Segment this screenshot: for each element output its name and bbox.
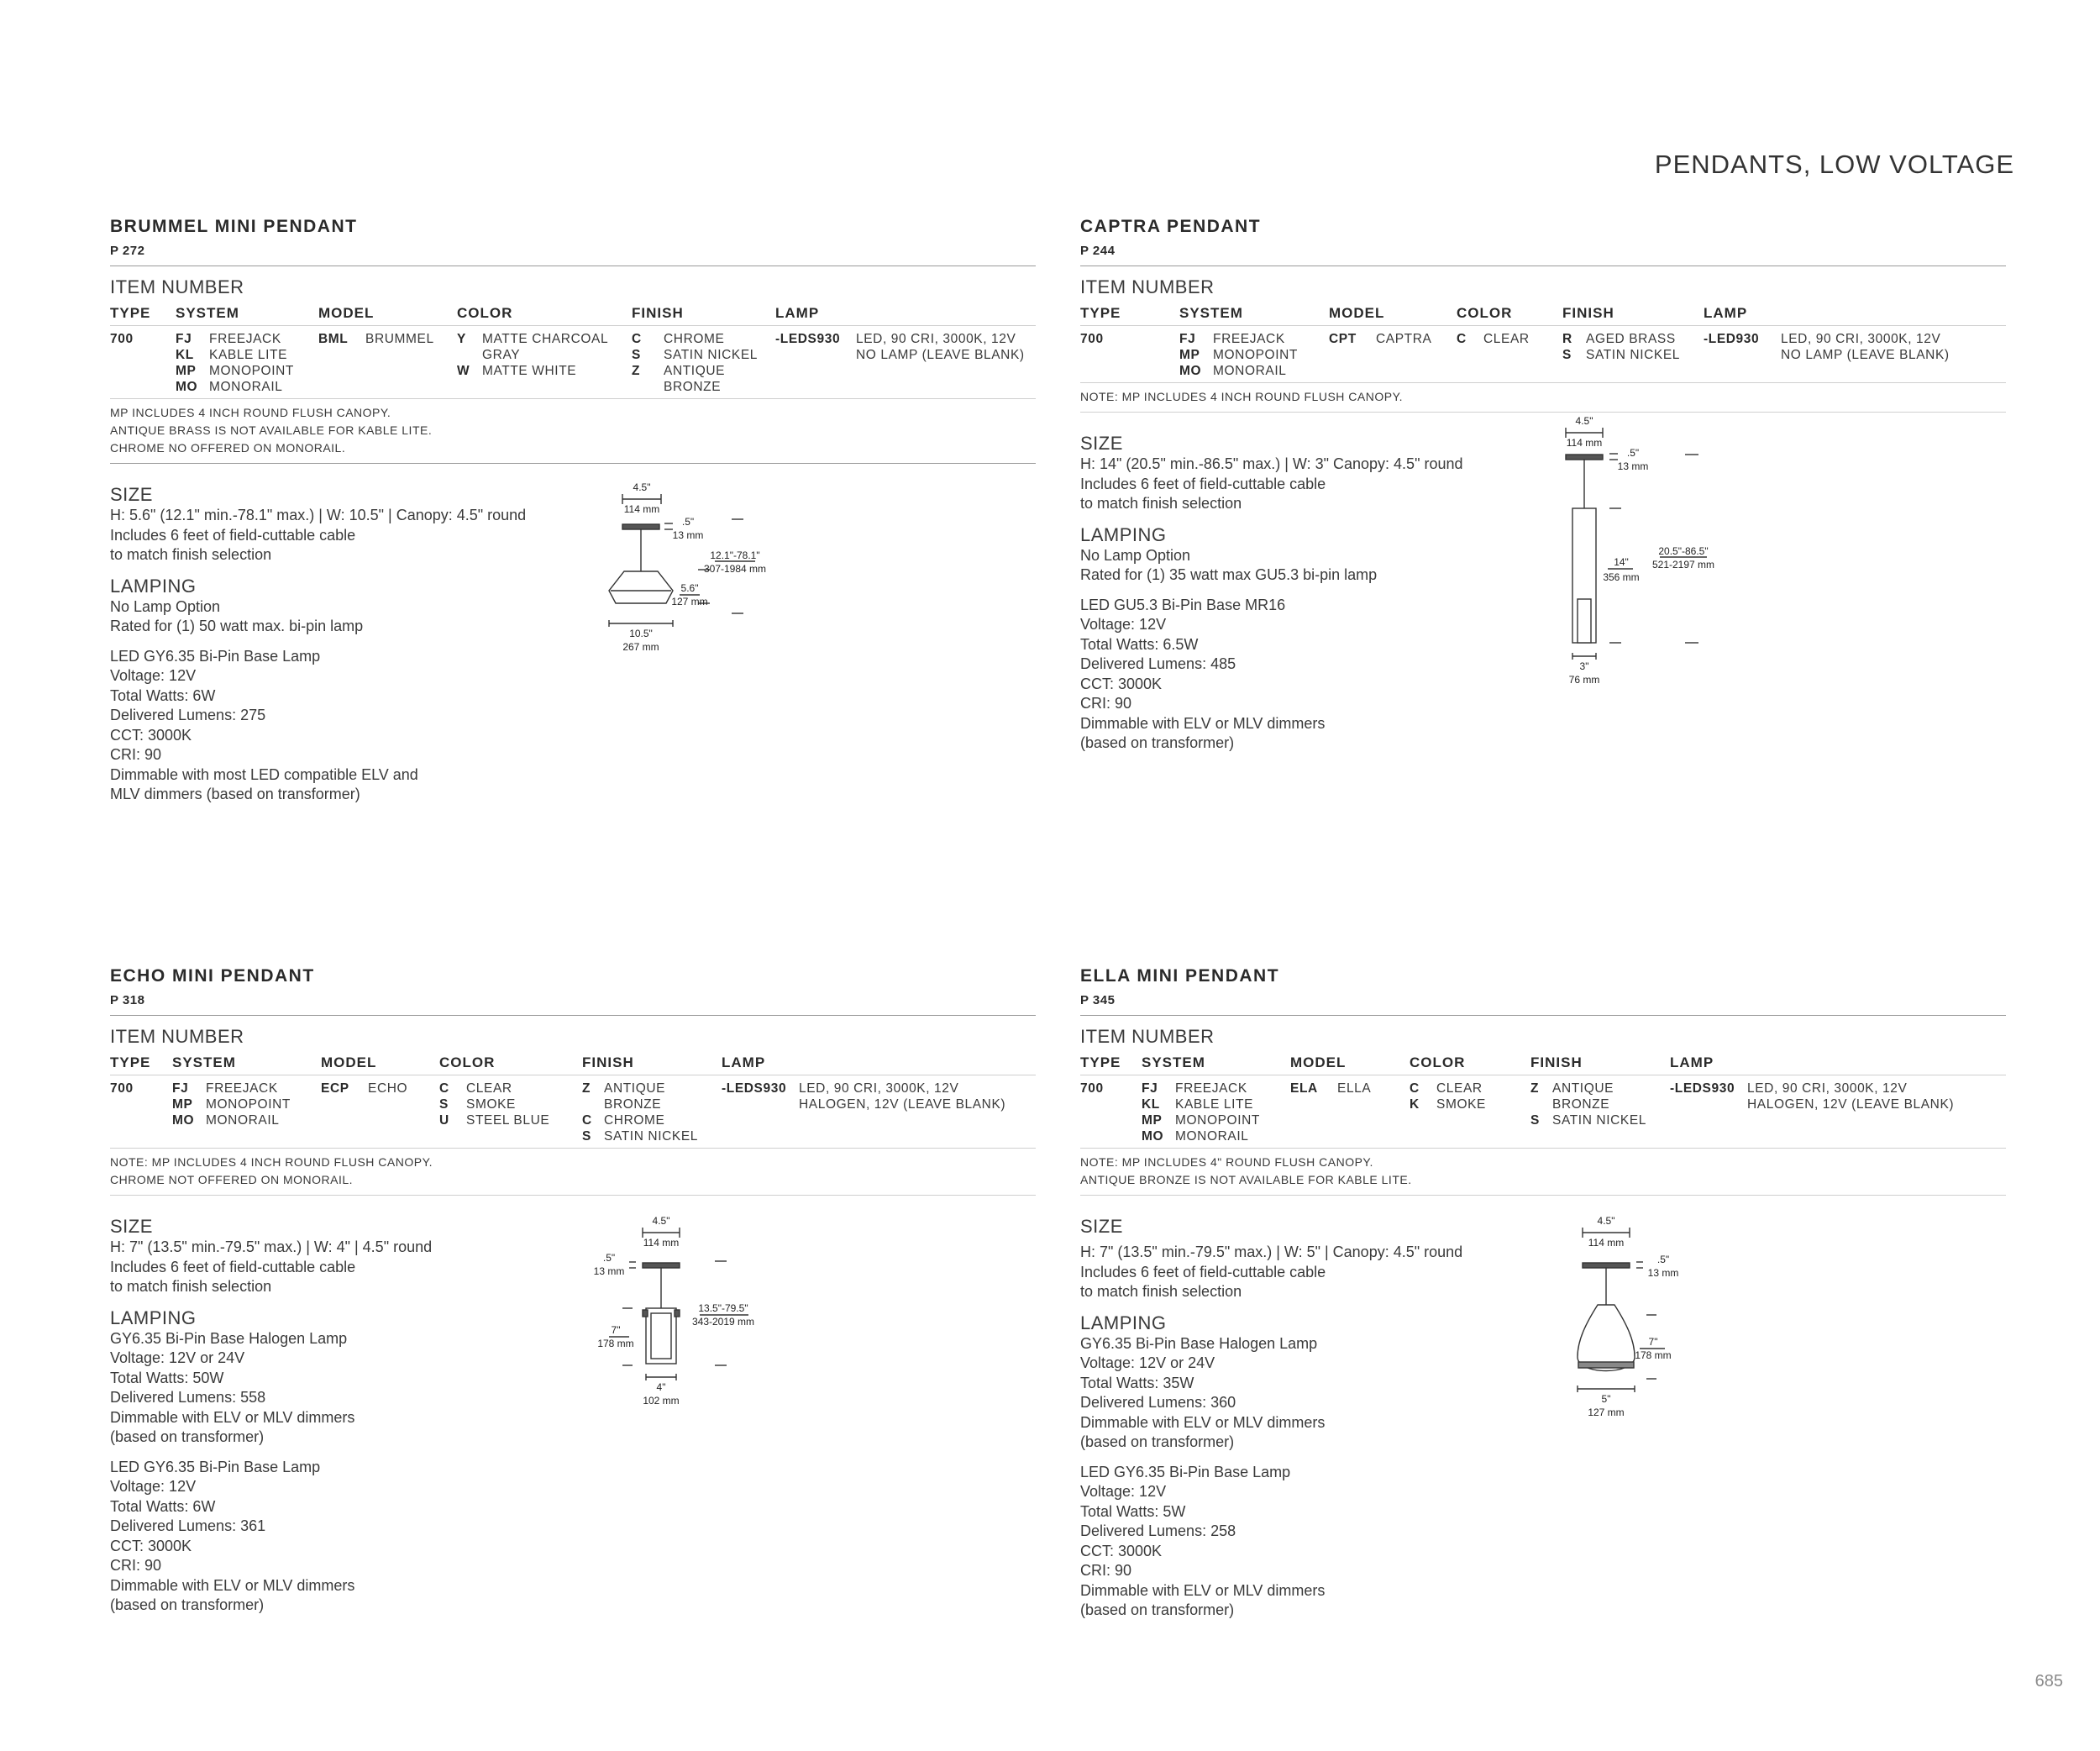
system-option: MO MONORAIL xyxy=(1142,1129,1249,1144)
lamping-line: Dimmable with ELV or MLV dimmers xyxy=(1080,1413,1326,1431)
lamping-line: Total Watts: 6W xyxy=(110,1497,216,1515)
lamping-line: Dimmable with most LED compatible ELV and xyxy=(110,765,418,783)
product-header xyxy=(1080,966,2006,1016)
size-title: SIZE xyxy=(110,1216,153,1237)
system-option: KL KABLE LITE xyxy=(1142,1097,1254,1112)
dim-canopy-h-in: .5" xyxy=(1626,447,1640,459)
col-type: TYPE xyxy=(1080,305,1179,326)
item-number-table xyxy=(110,305,1036,399)
lamping-line: Voltage: 12V xyxy=(110,1478,197,1495)
system-option: MP MONOPOINT xyxy=(176,364,294,378)
model-option: BML BRUMMEL xyxy=(318,332,434,346)
product-details xyxy=(110,481,1036,805)
dim-height-in: 14" xyxy=(1614,556,1629,568)
item-number-label: ITEM NUMBER xyxy=(1080,276,1215,297)
col-color: COLOR xyxy=(1457,305,1562,326)
color-option: Y MATTE CHARCOAL GRAY xyxy=(457,332,608,362)
col-color: COLOR xyxy=(439,1054,582,1075)
lamping-line: Delivered Lumens: 275 xyxy=(110,707,266,723)
lamping-line: No Lamp Option xyxy=(1080,546,1191,564)
notes xyxy=(110,1149,1036,1196)
lamping-line: Voltage: 12V or 24V xyxy=(110,1349,245,1366)
item-number-label: ITEM NUMBER xyxy=(110,1026,244,1047)
col-lamp: LAMP xyxy=(1704,305,2006,326)
system-option: MP MONOPOINT xyxy=(1179,348,1298,362)
dim-height-mm: 356 mm xyxy=(1603,571,1640,583)
product-page-ref: P 318 xyxy=(110,993,145,1007)
size-line: H: 7" (13.5" min.-79.5" max.) | W: 4" | 4.5" round xyxy=(110,1238,433,1255)
dim-width-in: 4" xyxy=(656,1381,666,1393)
note-line: MP INCLUDES 4 INCH ROUND FLUSH CANOPY. xyxy=(110,406,391,419)
lamping-line: GY6.35 Bi-Pin Base Halogen Lamp xyxy=(1080,1334,1318,1352)
lamping-line: Total Watts: 6.5W xyxy=(1080,635,1199,653)
lamping-line: Total Watts: 5W xyxy=(1080,1502,1186,1520)
dim-canopy-h-mm: 13 mm xyxy=(1617,460,1649,472)
dim-width-mm: 76 mm xyxy=(1568,674,1600,686)
product-page-ref: P 345 xyxy=(1080,993,1116,1007)
note-line: ANTIQUE BRASS IS NOT AVAILABLE FOR KABLE LITE. xyxy=(110,423,433,437)
finish-option: S SATIN NICKEL xyxy=(1562,348,1680,362)
col-model: MODEL xyxy=(321,1054,439,1075)
col-system: SYSTEM xyxy=(1179,305,1329,326)
finish-option: Z ANTIQUE BRONZE xyxy=(1530,1081,1614,1112)
dim-canopy-mm: 114 mm xyxy=(1588,1237,1625,1249)
type-code: 700 xyxy=(1080,1081,1104,1096)
col-model: MODEL xyxy=(1329,305,1457,326)
color-option: U STEEL BLUE xyxy=(439,1113,550,1128)
lamping-line: Total Watts: 6W xyxy=(110,686,216,704)
lamping-line: Voltage: 12V xyxy=(1080,1483,1167,1500)
lamping-line: GY6.35 Bi-Pin Base Halogen Lamp xyxy=(110,1329,348,1347)
page-number: 685 xyxy=(2034,1672,2063,1691)
type-code: 700 xyxy=(1080,332,1104,346)
item-number-label: ITEM NUMBER xyxy=(110,276,244,297)
size-line: Includes 6 feet of field-cuttable cable xyxy=(110,1258,356,1275)
lamping-line: CRI: 90 xyxy=(110,746,162,763)
product-name: ELLA MINI PENDANT xyxy=(1080,966,1280,986)
dim-canopy-mm: 114 mm xyxy=(1566,437,1603,449)
item-number-table xyxy=(1080,305,2006,383)
col-system: SYSTEM xyxy=(172,1054,321,1075)
table-row xyxy=(1080,1075,2006,1149)
note-line: CHROME NO OFFERED ON MONORAIL. xyxy=(110,441,346,455)
system-option: MO MONORAIL xyxy=(1179,364,1287,378)
dim-height-in: 7" xyxy=(1648,1336,1658,1348)
lamping-line: Voltage: 12V or 24V xyxy=(1080,1354,1215,1371)
dim-height-mm: 178 mm xyxy=(597,1338,634,1349)
note-line: ANTIQUE BRONZE IS NOT AVAILABLE FOR KABLE LITE. xyxy=(1080,1173,1412,1186)
dim-overall-in: 20.5"-86.5" xyxy=(1658,545,1709,557)
col-model: MODEL xyxy=(318,305,457,326)
size-title: SIZE xyxy=(110,484,153,505)
finish-option: C CHROME xyxy=(582,1113,665,1128)
lamping-line: MLV dimmers (based on transformer) xyxy=(110,786,360,802)
col-finish: FINISH xyxy=(632,305,775,326)
dim-canopy-in: 4.5" xyxy=(633,481,651,493)
product-brummel xyxy=(110,217,1036,805)
dim-canopy-h-in: .5" xyxy=(1656,1254,1670,1265)
product-ella xyxy=(1080,966,2006,1621)
note-line: NOTE: MP INCLUDES 4 INCH ROUND FLUSH CANOPY. xyxy=(1080,390,1403,403)
col-lamp: LAMP xyxy=(1670,1054,2006,1075)
dim-canopy-h-in: .5" xyxy=(602,1252,616,1264)
size-line: H: 14" (20.5" min.-86.5" max.) | W: 3" Canopy: 4.5" round xyxy=(1080,455,1463,472)
lamp-option: NO LAMP (LEAVE BLANK) xyxy=(1781,348,1950,362)
dim-height-mm: 178 mm xyxy=(1635,1349,1672,1361)
lamping-line: LED GU5.3 Bi-Pin Base MR16 xyxy=(1080,596,1286,613)
notes xyxy=(1080,383,2006,413)
lamping-title: LAMPING xyxy=(110,1307,197,1328)
lamping-line: LED GY6.35 Bi-Pin Base Lamp xyxy=(1080,1463,1291,1480)
lamping-line: Voltage: 12V xyxy=(1080,616,1167,633)
product-name: ECHO MINI PENDANT xyxy=(110,966,315,986)
col-finish: FINISH xyxy=(1530,1054,1670,1075)
lamp-option: -LED930 LED, 90 CRI, 3000K, 12V xyxy=(1704,332,1941,346)
size-title: SIZE xyxy=(1080,433,1123,454)
lamping-line: Dimmable with ELV or MLV dimmers xyxy=(110,1576,355,1594)
lamping-line: Rated for (1) 50 watt max. bi-pin lamp xyxy=(110,618,364,634)
size-line: Includes 6 feet of field-cuttable cable xyxy=(110,526,356,544)
size-line: Includes 6 feet of field-cuttable cable xyxy=(1080,1263,1326,1280)
dim-canopy-h-mm: 13 mm xyxy=(672,529,704,541)
spec-column xyxy=(1080,433,1551,754)
system-option: MP MONOPOINT xyxy=(1142,1113,1260,1128)
system-option: MO MONORAIL xyxy=(176,380,283,394)
dim-canopy-mm: 114 mm xyxy=(643,1237,680,1249)
lamping-line: (based on transformer) xyxy=(110,1428,265,1445)
color-option: C CLEAR xyxy=(1410,1081,1483,1096)
lamping-line: LED GY6.35 Bi-Pin Base Lamp xyxy=(110,647,321,665)
lamping-line: LED GY6.35 Bi-Pin Base Lamp xyxy=(110,1458,321,1475)
finish-option: S SATIN NICKEL xyxy=(582,1129,698,1144)
finish-option: S SATIN NICKEL xyxy=(632,348,758,362)
dim-canopy-in: 4.5" xyxy=(652,1215,670,1227)
item-number-table xyxy=(1080,1054,2006,1149)
dim-height-in: 7" xyxy=(611,1324,621,1336)
col-type: TYPE xyxy=(1080,1054,1142,1075)
table-row xyxy=(110,1075,1036,1149)
col-system: SYSTEM xyxy=(1142,1054,1290,1075)
lamping-line: (based on transformer) xyxy=(1080,1433,1235,1450)
system-option: FJ FREEJACK xyxy=(1142,1081,1247,1096)
dim-overall-in: 13.5"-79.5" xyxy=(698,1302,748,1314)
note-line: NOTE: MP INCLUDES 4" ROUND FLUSH CANOPY. xyxy=(1080,1155,1373,1169)
size-line: to match finish selection xyxy=(110,1278,272,1295)
col-lamp: LAMP xyxy=(722,1054,1036,1075)
finish-option: S SATIN NICKEL xyxy=(1530,1113,1646,1128)
product-page-ref: P 272 xyxy=(110,244,145,258)
note-line: CHROME NOT OFFERED ON MONORAIL. xyxy=(110,1173,354,1186)
system-option: KL KABLE LITE xyxy=(176,348,288,362)
system-option: MO MONORAIL xyxy=(172,1113,280,1128)
lamping-title: LAMPING xyxy=(110,575,197,597)
col-finish: FINISH xyxy=(582,1054,722,1075)
spec-column xyxy=(1080,1216,1551,1621)
note-line: NOTE: MP INCLUDES 4 INCH ROUND FLUSH CANOPY. xyxy=(110,1155,433,1169)
model-option: CPT CAPTRA xyxy=(1329,332,1432,346)
size-line: to match finish selection xyxy=(110,546,272,563)
product-captra xyxy=(1080,217,2006,754)
lamping-line: (based on transformer) xyxy=(1080,734,1235,751)
product-header xyxy=(110,217,1036,266)
dim-width-in: 3" xyxy=(1579,660,1589,672)
col-color: COLOR xyxy=(457,305,632,326)
col-finish: FINISH xyxy=(1562,305,1704,326)
color-option: S SMOKE xyxy=(439,1097,516,1112)
lamping-line: Delivered Lumens: 361 xyxy=(110,1517,266,1534)
lamping-line: CCT: 3000K xyxy=(1080,1542,1163,1559)
dim-width-mm: 127 mm xyxy=(1588,1407,1625,1418)
finish-option: C CHROME xyxy=(632,332,725,346)
lamping-line: Total Watts: 50W xyxy=(110,1369,224,1386)
dim-canopy-in: 4.5" xyxy=(1597,1215,1615,1227)
product-details xyxy=(110,1216,1036,1616)
lamping-line: Delivered Lumens: 558 xyxy=(110,1389,266,1406)
lamping-line: CCT: 3000K xyxy=(110,1537,192,1554)
dim-overall-mm: 307-1984 mm xyxy=(703,563,767,575)
lamp-option: -LEDS930 LED, 90 CRI, 3000K, 12V xyxy=(1670,1081,1908,1096)
lamping-line: No Lamp Option xyxy=(110,597,221,615)
notes xyxy=(1080,1149,2006,1196)
lamping-line: CRI: 90 xyxy=(110,1557,162,1574)
lamping-line: CRI: 90 xyxy=(1080,695,1132,712)
spec-column xyxy=(110,1216,580,1616)
dimension-drawing-captra xyxy=(1551,414,1752,696)
dim-canopy-h-in: .5" xyxy=(681,516,695,528)
system-option: FJ FREEJACK xyxy=(172,1081,278,1096)
lamping-line: (based on transformer) xyxy=(1080,1601,1235,1618)
type-code: 700 xyxy=(110,332,134,346)
product-details xyxy=(1080,1216,2006,1621)
product-page-ref: P 244 xyxy=(1080,244,1116,258)
lamping-line: (based on transformer) xyxy=(110,1596,265,1613)
product-header xyxy=(110,966,1036,1016)
lamping-line: Delivered Lumens: 360 xyxy=(1080,1394,1236,1411)
dimension-drawing-brummel xyxy=(589,477,807,675)
color-option: C CLEAR xyxy=(1457,332,1530,346)
col-lamp: LAMP xyxy=(775,305,1036,326)
product-name: CAPTRA PENDANT xyxy=(1080,217,1262,236)
dim-overall-mm: 343-2019 mm xyxy=(691,1316,755,1328)
system-option: FJ FREEJACK xyxy=(1179,332,1285,346)
dim-width-mm: 102 mm xyxy=(643,1395,680,1407)
model-option: ECP ECHO xyxy=(321,1081,408,1096)
type-code: 700 xyxy=(110,1081,134,1096)
spec-column xyxy=(110,484,580,805)
color-option: C CLEAR xyxy=(439,1081,512,1096)
dim-height-in: 5.6" xyxy=(680,582,699,594)
dimension-drawing-ella xyxy=(1559,1214,1761,1437)
dim-canopy-in: 4.5" xyxy=(1575,415,1593,427)
size-line: Includes 6 feet of field-cuttable cable xyxy=(1080,475,1326,492)
item-number-table xyxy=(110,1054,1036,1149)
lamp-option: HALOGEN, 12V (LEAVE BLANK) xyxy=(799,1097,1006,1112)
lamp-option: NO LAMP (LEAVE BLANK) xyxy=(856,348,1025,362)
model-option: ELA ELLA xyxy=(1290,1081,1372,1096)
col-type: TYPE xyxy=(110,1054,172,1075)
table-row xyxy=(1080,326,2006,383)
dim-height-mm: 127 mm xyxy=(671,596,708,607)
system-option: MP MONOPOINT xyxy=(172,1097,291,1112)
lamping-line: Rated for (1) 35 watt max GU5.3 bi-pin lamp xyxy=(1080,566,1378,583)
color-option: W MATTE WHITE xyxy=(457,364,577,378)
lamp-option: HALOGEN, 12V (LEAVE BLANK) xyxy=(1747,1097,1955,1112)
item-number-label: ITEM NUMBER xyxy=(1080,1026,1215,1047)
lamping-line: CRI: 90 xyxy=(1080,1562,1132,1579)
col-type: TYPE xyxy=(110,305,176,326)
color-option: K SMOKE xyxy=(1410,1097,1486,1112)
dim-width-mm: 267 mm xyxy=(622,641,659,653)
lamping-line: CCT: 3000K xyxy=(1080,675,1163,692)
product-echo xyxy=(110,966,1036,1616)
lamping-title: LAMPING xyxy=(1080,523,1167,545)
dim-canopy-mm: 114 mm xyxy=(623,503,660,515)
size-title: SIZE xyxy=(1080,1216,1123,1237)
lamping-line: Delivered Lumens: 258 xyxy=(1080,1522,1236,1539)
product-header xyxy=(1080,217,2006,266)
size-line: H: 5.6" (12.1" min.-78.1" max.) | W: 10.5" | Canopy: 4.5" round xyxy=(110,507,527,523)
lamp-option: -LEDS930 LED, 90 CRI, 3000K, 12V xyxy=(775,332,1016,346)
size-line: to match finish selection xyxy=(1080,1283,1242,1300)
dim-overall-in: 12.1"-78.1" xyxy=(710,549,760,561)
dim-canopy-h-mm: 13 mm xyxy=(593,1265,625,1277)
col-color: COLOR xyxy=(1410,1054,1530,1075)
finish-option: R AGED BRASS xyxy=(1562,332,1676,346)
dim-overall-mm: 521-2197 mm xyxy=(1651,559,1715,571)
lamping-line: Dimmable with ELV or MLV dimmers xyxy=(1080,714,1326,732)
product-name: BRUMMEL MINI PENDANT xyxy=(110,217,358,236)
lamping-line: Voltage: 12V xyxy=(110,667,197,684)
lamping-line: Total Watts: 35W xyxy=(1080,1374,1194,1391)
finish-option: Z ANTIQUE BRONZE xyxy=(632,364,726,394)
lamping-line: CCT: 3000K xyxy=(110,726,192,744)
dim-width-in: 10.5" xyxy=(629,628,653,639)
system-option: FJ FREEJACK xyxy=(176,332,281,346)
size-line: H: 7" (13.5" min.-79.5" max.) | W: 5" | Canopy: 4.5" round xyxy=(1080,1244,1463,1260)
col-system: SYSTEM xyxy=(176,305,318,326)
page-title: PENDANTS, LOW VOLTAGE xyxy=(1654,150,2014,179)
lamping-line: Dimmable with ELV or MLV dimmers xyxy=(1080,1581,1326,1599)
table-row xyxy=(110,326,1036,399)
notes xyxy=(110,399,1036,464)
col-model: MODEL xyxy=(1290,1054,1410,1075)
dimension-drawing-echo xyxy=(589,1214,799,1420)
finish-option: Z ANTIQUE BRONZE xyxy=(582,1081,666,1112)
product-details xyxy=(1080,415,2006,754)
lamping-line: Delivered Lumens: 485 xyxy=(1080,655,1236,672)
dim-width-in: 5" xyxy=(1601,1393,1611,1405)
size-line: to match finish selection xyxy=(1080,495,1242,512)
dim-canopy-h-mm: 13 mm xyxy=(1647,1267,1679,1279)
lamp-option: -LEDS930 LED, 90 CRI, 3000K, 12V xyxy=(722,1081,959,1096)
lamping-title: LAMPING xyxy=(1080,1312,1167,1333)
lamping-line: Dimmable with ELV or MLV dimmers xyxy=(110,1408,355,1426)
